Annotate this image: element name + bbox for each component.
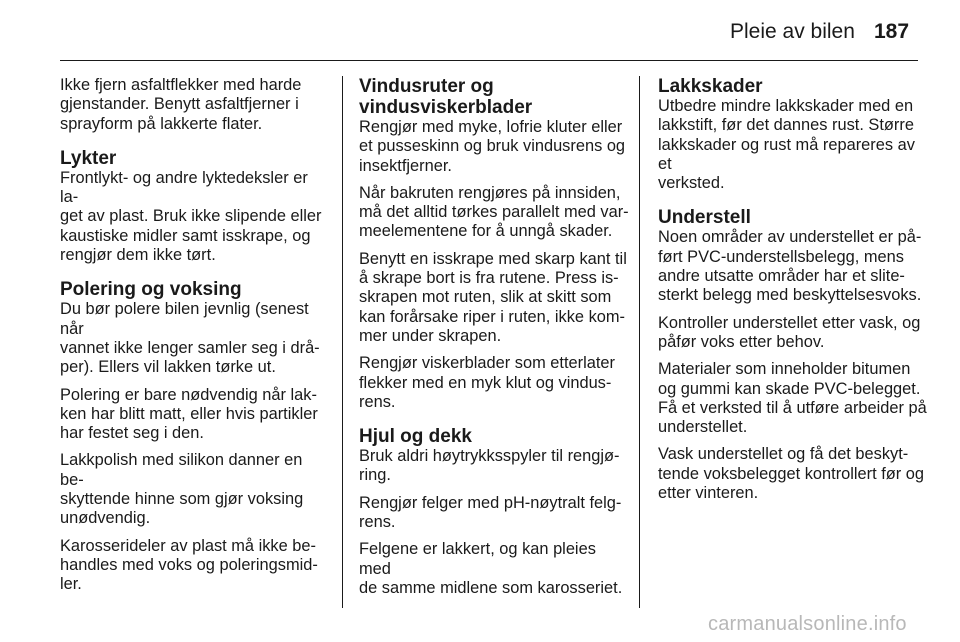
wheels-heading: Hjul og dekk: [359, 426, 472, 448]
underbody-section: [658, 207, 928, 503]
lights-heading: Lykter: [60, 147, 117, 169]
paint-damage-paragraph: Utbedre mindre lakkskader med en lakkstift, før det dannes rust. Større lakkskader og rust må repareres av et verksted.: [658, 97, 915, 193]
wheels-section: [359, 426, 629, 598]
header-title: Pleie av bilen: [730, 20, 855, 43]
header-rule: [60, 60, 918, 61]
page-number: 187: [874, 20, 910, 43]
wheels-paragraph-1: Bruk aldri høytrykksspyler til rengjø- ring.: [359, 447, 620, 485]
windows-paragraph-2: Når bakruten rengjøres på innsiden, må det alltid tørkes parallelt med var- meelementene for å unngå skader.: [359, 183, 629, 241]
wheels-paragraph-3: Felgene er lakkert, og kan pleies med de samme midlene som karosseriet.: [359, 540, 623, 597]
wheels-paragraph-2: Rengjør felger med pH-nøytralt felg- rens.: [359, 493, 622, 532]
lights-paragraph: Frontlykt- og andre lyktedeksler er la- get av plast. Bruk ikke slipende eller kaustiske midler samt isskrape, og rengjør dem ikke tørt.: [60, 168, 322, 265]
polishing-section: [60, 279, 330, 594]
windows-paragraph-3: Benytt en isskrape med skarp kant til å skrape bort is fra rutene. Press is- skrapen mot ruten, slik at skitt som kan forårsake riper i ruten, ikke kom- mer under skrapen.: [359, 249, 627, 345]
windows-heading: Vindusruter og vindusviskerblader: [359, 76, 533, 118]
column-1: [60, 76, 330, 609]
lights-section: [60, 148, 330, 265]
polishing-paragraph-4: Karosserideler av plast må ikke be- handles med voks og poleringsmid- ler.: [60, 536, 318, 594]
windows-section: [359, 76, 629, 412]
paint-damage-heading: Lakkskader: [658, 76, 763, 97]
paint-damage-section: [658, 76, 928, 193]
polishing-heading: Polering og voksing: [60, 279, 242, 301]
polishing-paragraph-2: Polering er bare nødvendig når lak- ken har blitt matt, eller hvis partikler har festet seg i den.: [60, 385, 318, 443]
underbody-paragraph-2: Kontroller understellet etter vask, og påfør voks etter behov.: [658, 313, 921, 351]
column-2: [359, 76, 629, 612]
underbody-paragraph-1: Noen områder av understellet er på- ført PVC-understellsbelegg, mens andre utsatte områder har et slite- sterkt belegg med beskyttelsesvoks.: [658, 228, 922, 305]
underbody-paragraph-4: Vask understellet og få det beskyt- tende voksbelegget kontrollert før og etter vinteren.: [658, 445, 925, 503]
intro-paragraph: Ikke fjern asfaltflekker med harde gjenstander. Benytt asfaltfjerner i sprayform på lakkerte flater.: [60, 76, 302, 133]
underbody-paragraph-3: Materialer som inneholder bitumen og gummi kan skade PVC-belegget. Få et verksted til å utføre arbeider på understellet.: [658, 360, 927, 437]
column-divider-1: [342, 76, 343, 608]
polishing-paragraph-3: Lakkpolish med silikon danner en be- skyttende hinne som gjør voksing unødvendig.: [60, 451, 304, 528]
column-divider-2: [639, 76, 640, 608]
windows-paragraph-1: Rengjør med myke, lofrie kluter eller et pusseskinn og bruk vindusrens og insektfjerner.: [359, 118, 626, 175]
polishing-paragraph-1: Du bør polere bilen jevnlig (senest når vannet ikke lenger samler seg i drå- per). Ellers vil lakken tørke ut.: [60, 300, 320, 377]
underbody-heading: Understell: [658, 207, 751, 229]
watermark: carmanualsonline.info: [708, 613, 907, 635]
windows-paragraph-4: Rengjør viskerblader som etterlater flekker med en myk klut og vindus- rens.: [359, 354, 615, 411]
column-3: [658, 76, 928, 517]
intro-section: [60, 76, 330, 134]
page-header: [0, 0, 960, 60]
